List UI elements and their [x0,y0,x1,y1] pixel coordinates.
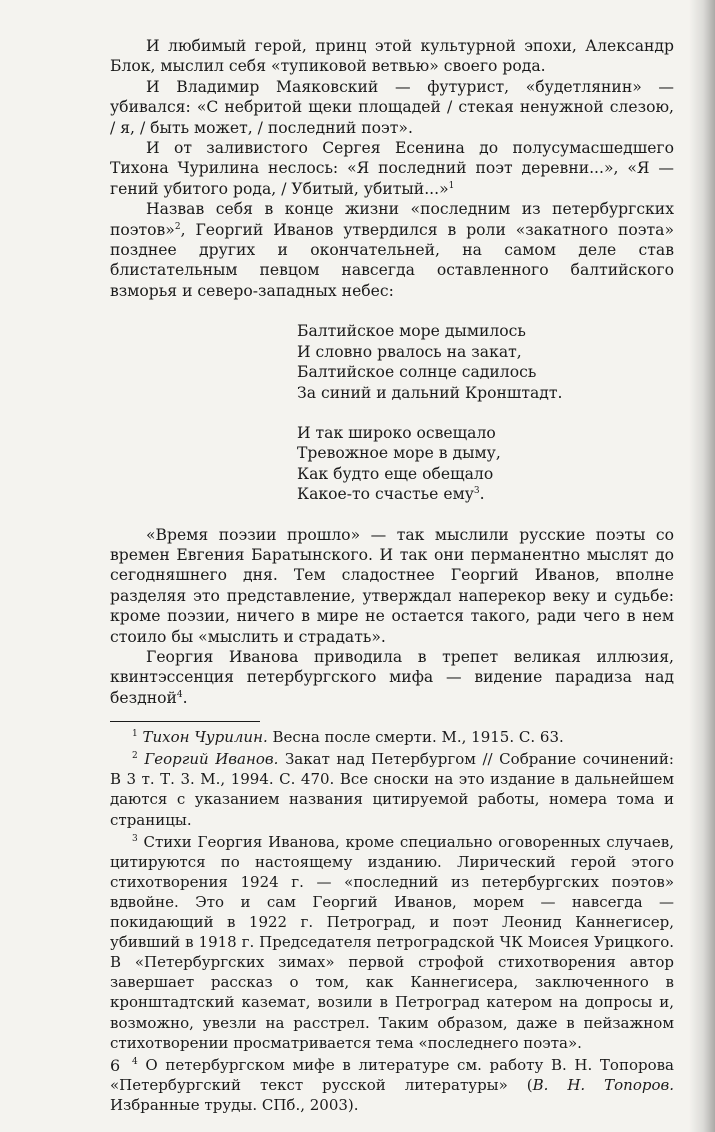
poem-line: Как будто еще обещало [297,464,494,483]
poem-line: За синий и дальний Кронштадт. [297,383,563,402]
footnote-author: Тихон Чурилин. [142,728,268,747]
poem-line: Балтийское солнце садилось [297,363,537,382]
poem-line: Тревожное море в дыму, [297,444,501,463]
footnote: $^3$ Стихи Георгия Иванова, кроме специально оговоренных случаев, цитируются по настоящему изданию. Лирический герой этого стихотворения 1924 г. — «последний из петербургских поэтов» вдвойне. Это и сам Георгий Иванов, морем — навсегда — покидающий в 1922 г. Петроград, и поэт Леонид Каннегисер, убивший в 1918 г. Председателя петроградской ЧК Моисея Урицкого. В «Петербургских зимах» первой строфой стихотворения автор завершает рассказ о том, как Каннегисера, заключенного в кронштадтский каземат, возили в Петроград катером на допросы и, возможно, увезли на расстрел. Таким образом, даже в пейзажном стихотворении просматривается тема «последнего поэта». [110,832,674,1052]
paragraph: И от заливистого Сергея Есенина до полусумасшедшего Тихона Чурилина неслось: «Я последний поэт деревни...», «Я — гений убитого рода, / Убитый, убитый...»$^1$ [110,139,674,198]
paragraph: «Время поэзии прошло» — так мыслили русские поэты со времен Евгения Баратынского. И так они перманентно мыслят до сегодняшнего дня. Тем сладостнее Георгий Иванов, вполне разделяя это представление, утверждал наперекор веку и судьбе: кроме поэзии, ничего в мире не остается такого, ради чего в нем стоило бы «мыслить и страдать». [110,525,674,646]
poem-line: И словно рвалось на закат, [297,342,522,361]
paragraph: Георгия Иванова приводила в трепет великая иллюзия, квинтэссенция петербургского мифа — видение парадиза над бездной$^4$. [110,647,674,707]
poem-line: Какое-то счастье ему$^3$. [297,485,485,504]
paragraph: И любимый герой, принц этой культурной эпохи, Александр Блок, мыслил себя «тупиковой ветвью» своего рода. [110,37,674,76]
poem-line: И так широко освещало [297,423,496,442]
footnote-author: В. Н. Топоров. [532,1075,674,1094]
poem-line: Балтийское море дымилось [297,322,526,341]
footnote: $^1$ Тихон Чурилин. Весна после смерти. М., 1915. С. 63. [132,728,564,747]
footnote-number: 3 [132,833,138,844]
page-number: 6 [110,1056,121,1075]
footnote-ref: 4 [176,689,183,700]
paragraph: И Владимир Маяковский — футурист, «будетлянин» — убивался: «С небритой щеки площадей / стекая ненужной слезою, / я, / быть может, / последний поэт». [110,77,674,137]
footnote-author: Георгий Иванов. [144,750,279,769]
footnote: $^4$ О петербургском мифе в литературе см. работу В. Н. Топорова «Петербургский текст русской литературы» (В. Н. Топоров. Избранные труды. СПб., 2003). [110,1055,674,1114]
footnote: $^2$ Георгий Иванов. Закат над Петербургом // Собрание сочинений: В 3 т. Т. 3. М., 1994. С. 470. Все сноски на это издание в дальнейшем даются с указанием названия цитируемой работы, номера тома и страницы. [110,750,674,829]
footnote-divider [110,721,260,722]
poem [297,321,674,504]
poem-stanza [297,321,674,403]
poem-stanza [297,423,674,505]
footnote-number: 4 [132,1056,138,1067]
footnotes [110,727,674,1115]
footnote-number: 2 [132,751,138,762]
footnote-number: 1 [132,729,138,740]
footnote-ref: 2 [174,221,181,232]
main-text [110,36,674,1115]
page-edge-shadow [689,0,715,1132]
footnote-ref: 1 [448,180,455,191]
paragraph: Назвав себя в конце жизни «последним из петербургских поэтов»$^2$, Георгий Иванов утвердился в роли «закатного поэта» позднее других и окончательней, на самом деле став блистательным певцом навсегда оставленного балтийского взморья и северо-западных небес: [110,200,674,300]
footnote-ref: 3 [473,486,480,497]
